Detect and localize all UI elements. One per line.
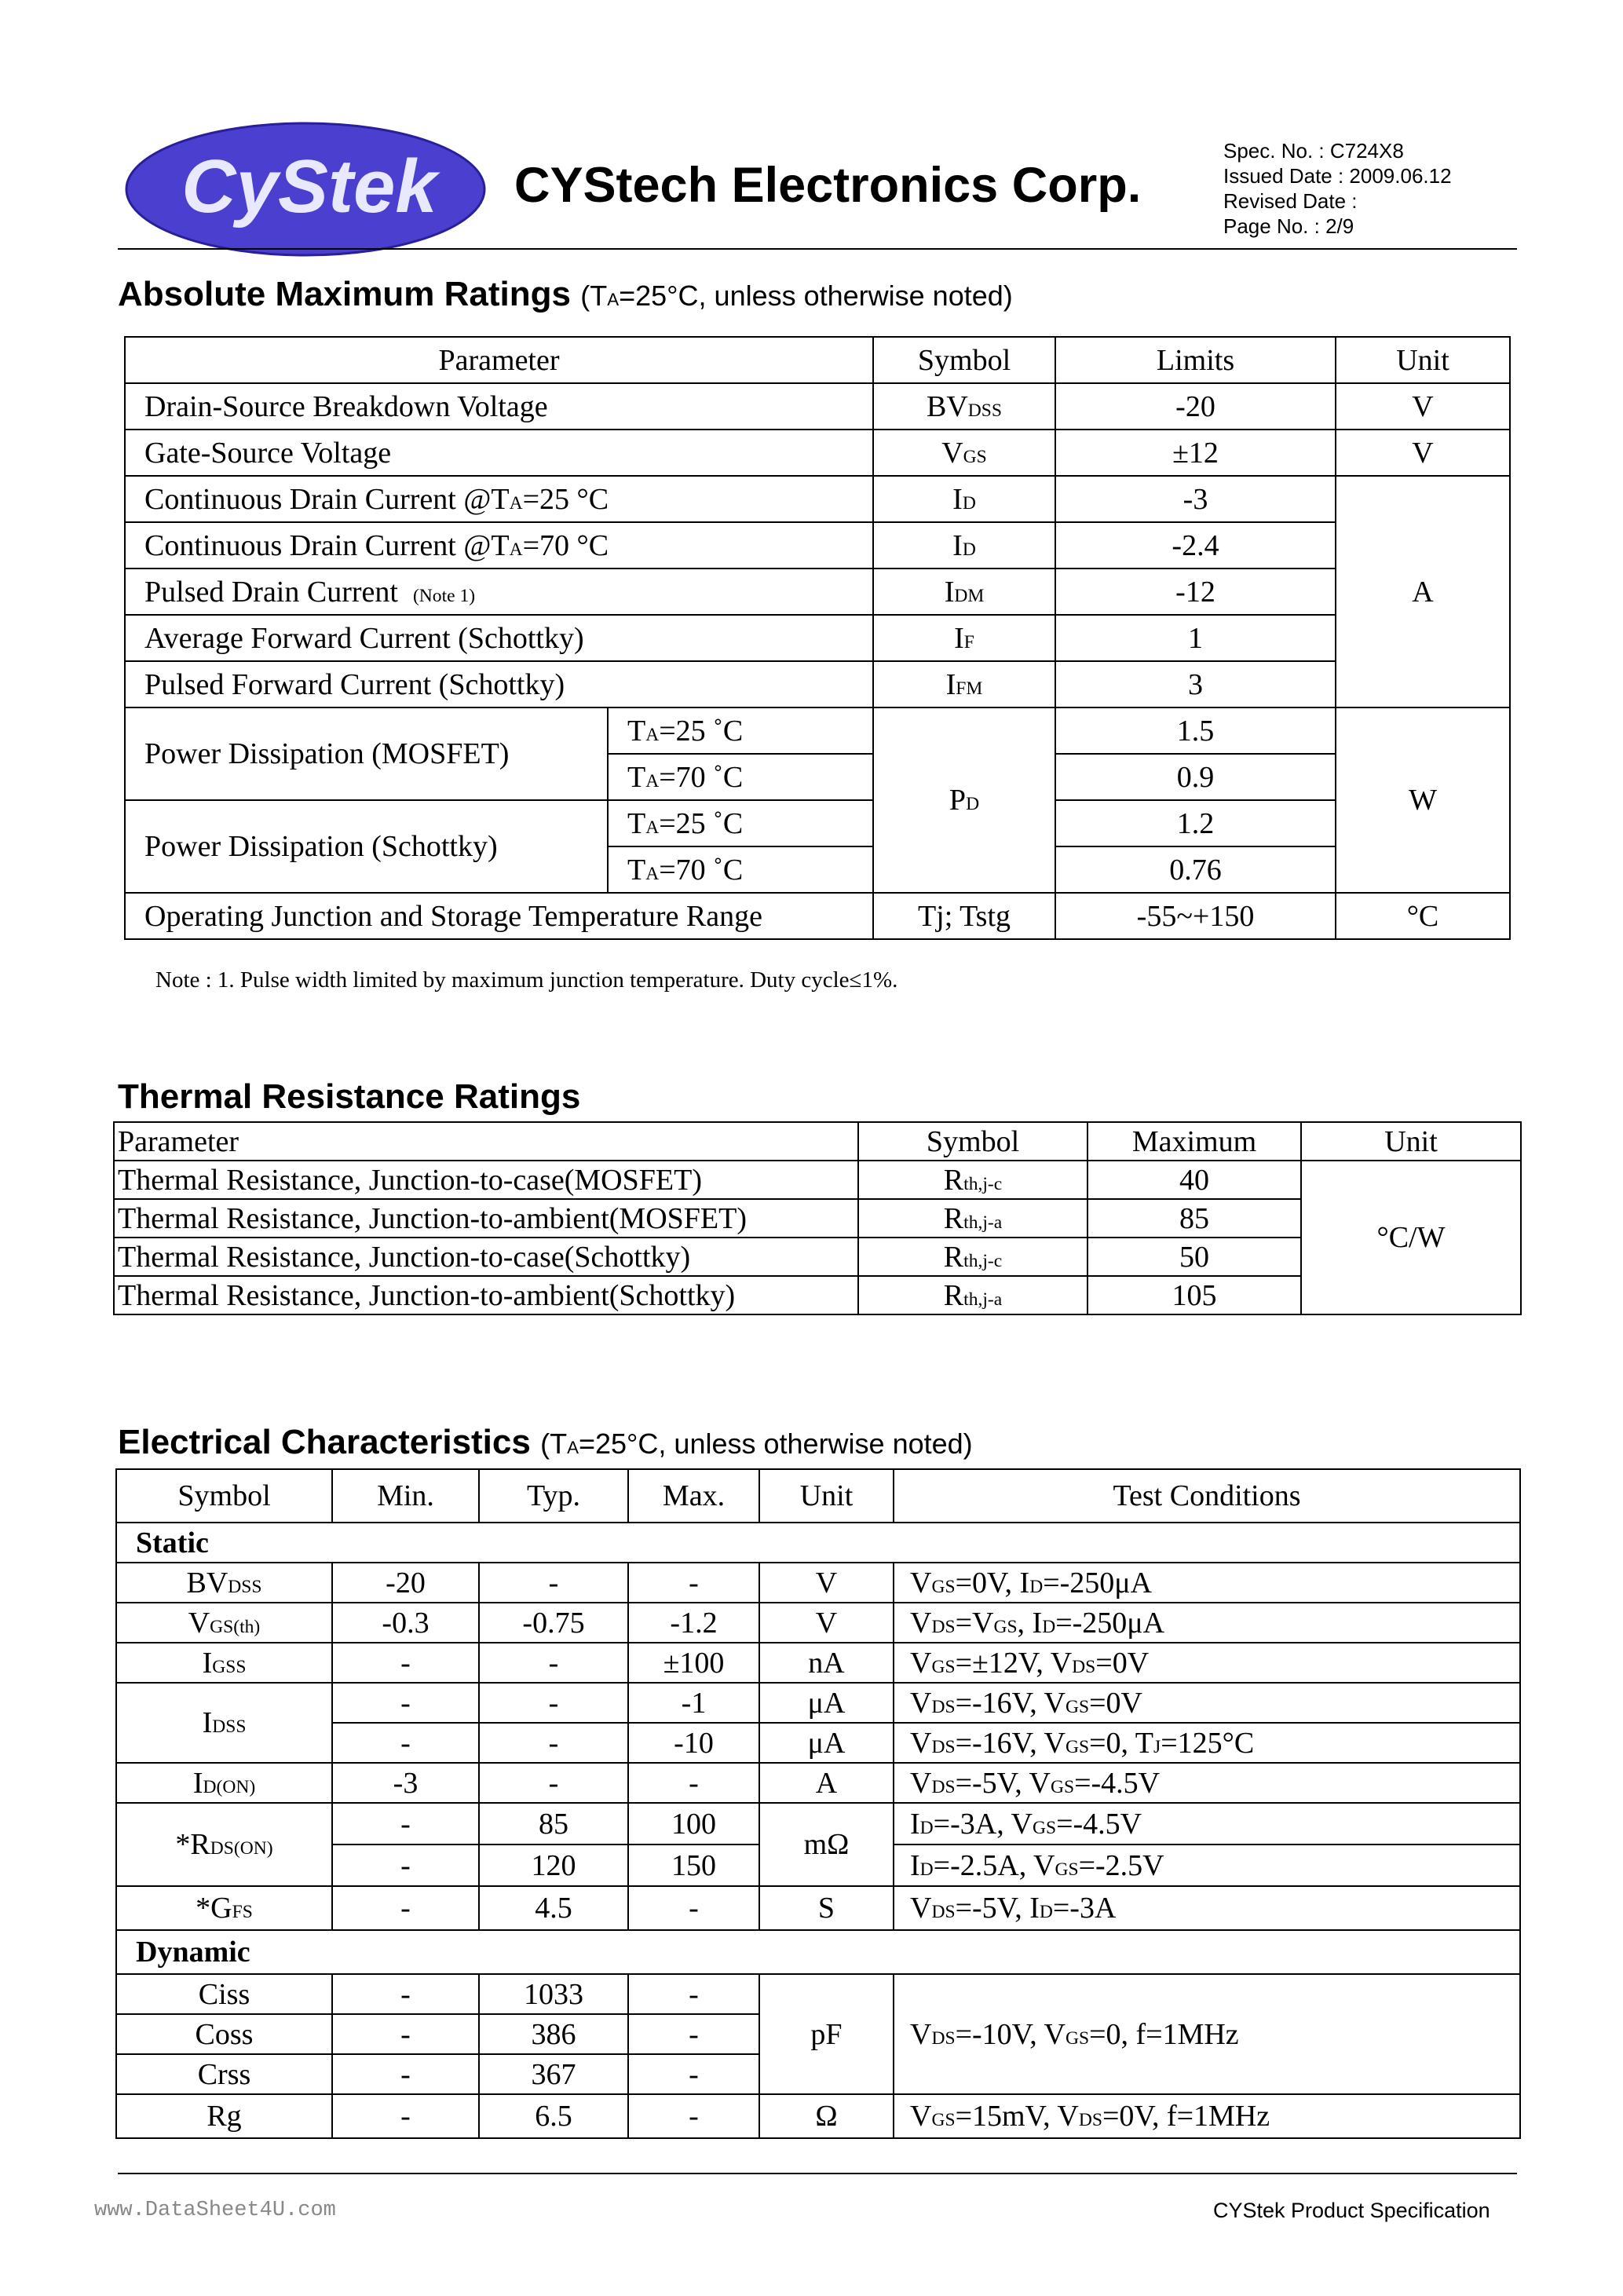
table-row: IDSS - - -1 μA VDS=-16V, VGS=0V	[116, 1683, 1520, 1723]
table-row: Thermal Resistance, Junction-to-case(Schottky) Rth,j-c 50	[114, 1238, 1521, 1276]
table-row: Thermal Resistance, Junction-to-ambient(Schottky) Rth,j-a 105	[114, 1276, 1521, 1314]
amr-title: Absolute Maximum Ratings	[118, 275, 571, 313]
company-logo	[124, 119, 487, 259]
spec-block	[1223, 138, 1452, 239]
table-row: VGS(th) -0.3 -0.75 -1.2 V VDS=VGS, ID=-250μA	[116, 1603, 1520, 1643]
table-row: IGSS - - ±100 nA VGS=±12V, VDS=0V	[116, 1643, 1520, 1683]
table-row: Operating Junction and Storage Temperature Range Tj; Tstg -55~+150 °C	[125, 893, 1510, 939]
table-row: ID(ON) -3 - - A VDS=-5V, VGS=-4.5V	[116, 1763, 1520, 1803]
table-row: Power Dissipation (MOSFET) TA=25 ˚C PD 1.5 W	[125, 707, 1510, 754]
table-row: Coss - 386 -	[116, 2014, 1520, 2054]
ec-heading	[118, 1423, 973, 1462]
thermal-title: Thermal Resistance Ratings	[118, 1077, 581, 1116]
table-row: Average Forward Current (Schottky) IF 1	[125, 615, 1510, 661]
ec-table	[115, 1468, 1521, 2139]
spec-no: Spec. No. : C724X8	[1223, 139, 1404, 163]
pd-unit: W	[1336, 707, 1510, 893]
group-row	[116, 1523, 1520, 1563]
col-symbol: Symbol	[873, 337, 1055, 383]
header-divider	[118, 248, 1517, 250]
footer-watermark: www.DataSheet4U.com	[94, 2199, 336, 2222]
issued-date: Issued Date : 2009.06.12	[1223, 164, 1452, 188]
company-name: CYStech Electronics Corp.	[514, 158, 1142, 213]
table-header-row	[125, 337, 1510, 383]
amr-note: Note : 1. Pulse width limited by maximum junction temperature. Duty cycle≤1%.	[155, 967, 898, 993]
thermal-unit: °C/W	[1301, 1161, 1521, 1314]
ec-title: Electrical Characteristics	[118, 1423, 531, 1461]
table-row: BVDSS -20 - - V VGS=0V, ID=-250μA	[116, 1563, 1520, 1603]
table-header-row: Parameter Symbol Maximum Unit	[114, 1122, 1521, 1161]
revised-date: Revised Date :	[1223, 189, 1358, 213]
footer-divider	[118, 2173, 1517, 2174]
thermal-heading	[118, 1077, 580, 1117]
footer-text: CYStek Product Specification	[1213, 2199, 1490, 2222]
table-row: Pulsed Forward Current (Schottky) IFM 3	[125, 661, 1510, 707]
col-limits: Limits	[1055, 337, 1336, 383]
table-row: Thermal Resistance, Junction-to-ambient(MOSFET) Rth,j-a 85	[114, 1199, 1521, 1238]
ec-conditions: (TA=25°C, unless otherwise noted)	[540, 1428, 973, 1460]
static-label: Static	[116, 1523, 1520, 1563]
table-row: Rg - 6.5 - Ω VGS=15mV, VDS=0V, f=1MHz	[116, 2094, 1520, 2138]
amr-table	[124, 336, 1511, 940]
table-row: Continuous Drain Current @TA=70 °C ID -2.4	[125, 522, 1510, 569]
col-unit: Unit	[1336, 337, 1510, 383]
table-header-row: Symbol Min. Typ. Max. Unit Test Conditions	[116, 1469, 1520, 1523]
table-row: *GFS - 4.5 - S VDS=-5V, ID=-3A	[116, 1886, 1520, 1930]
amr-heading	[118, 275, 1013, 314]
thermal-table	[113, 1121, 1522, 1315]
table-row: Continuous Drain Current @TA=25 °C ID -3 A	[125, 476, 1510, 522]
table-row: TA=70 ˚C 0.9	[125, 754, 1510, 800]
table-row: *RDS(ON) - 85 100 mΩ ID=-3A, VGS=-4.5V	[116, 1803, 1520, 1844]
table-row: Pulsed Drain Current (Note 1) IDM -12	[125, 569, 1510, 615]
table-row: - 120 150 ID=-2.5A, VGS=-2.5V	[116, 1844, 1520, 1886]
dynamic-label: Dynamic	[116, 1930, 1520, 1974]
table-row: Thermal Resistance, Junction-to-case(MOSFET) Rth,j-c 40 °C/W	[114, 1161, 1521, 1199]
table-row: TA=70 ˚C 0.76	[125, 846, 1510, 893]
pd-symbol: PD	[873, 707, 1055, 893]
amr-conditions: (TA=25°C, unless otherwise noted)	[580, 280, 1013, 312]
table-row: Crss - 367 -	[116, 2054, 1520, 2094]
page-no: Page No. : 2/9	[1223, 214, 1354, 238]
logo-text: CyStek	[181, 144, 437, 229]
table-row: Drain-Source Breakdown Voltage BVDSS -20 V	[125, 383, 1510, 430]
table-row: Gate-Source Voltage VGS ±12 V	[125, 430, 1510, 476]
table-row: - - -10 μA VDS=-16V, VGS=0, TJ=125°C	[116, 1723, 1520, 1763]
table-row: Ciss - 1033 - pF VDS=-10V, VGS=0, f=1MHz	[116, 1974, 1520, 2014]
col-parameter: Parameter	[125, 337, 873, 383]
note-ref: (Note 1)	[412, 585, 476, 606]
current-unit: A	[1336, 476, 1510, 707]
group-row	[116, 1930, 1520, 1974]
table-row: Power Dissipation (Schottky) TA=25 ˚C 1.2	[125, 800, 1510, 846]
